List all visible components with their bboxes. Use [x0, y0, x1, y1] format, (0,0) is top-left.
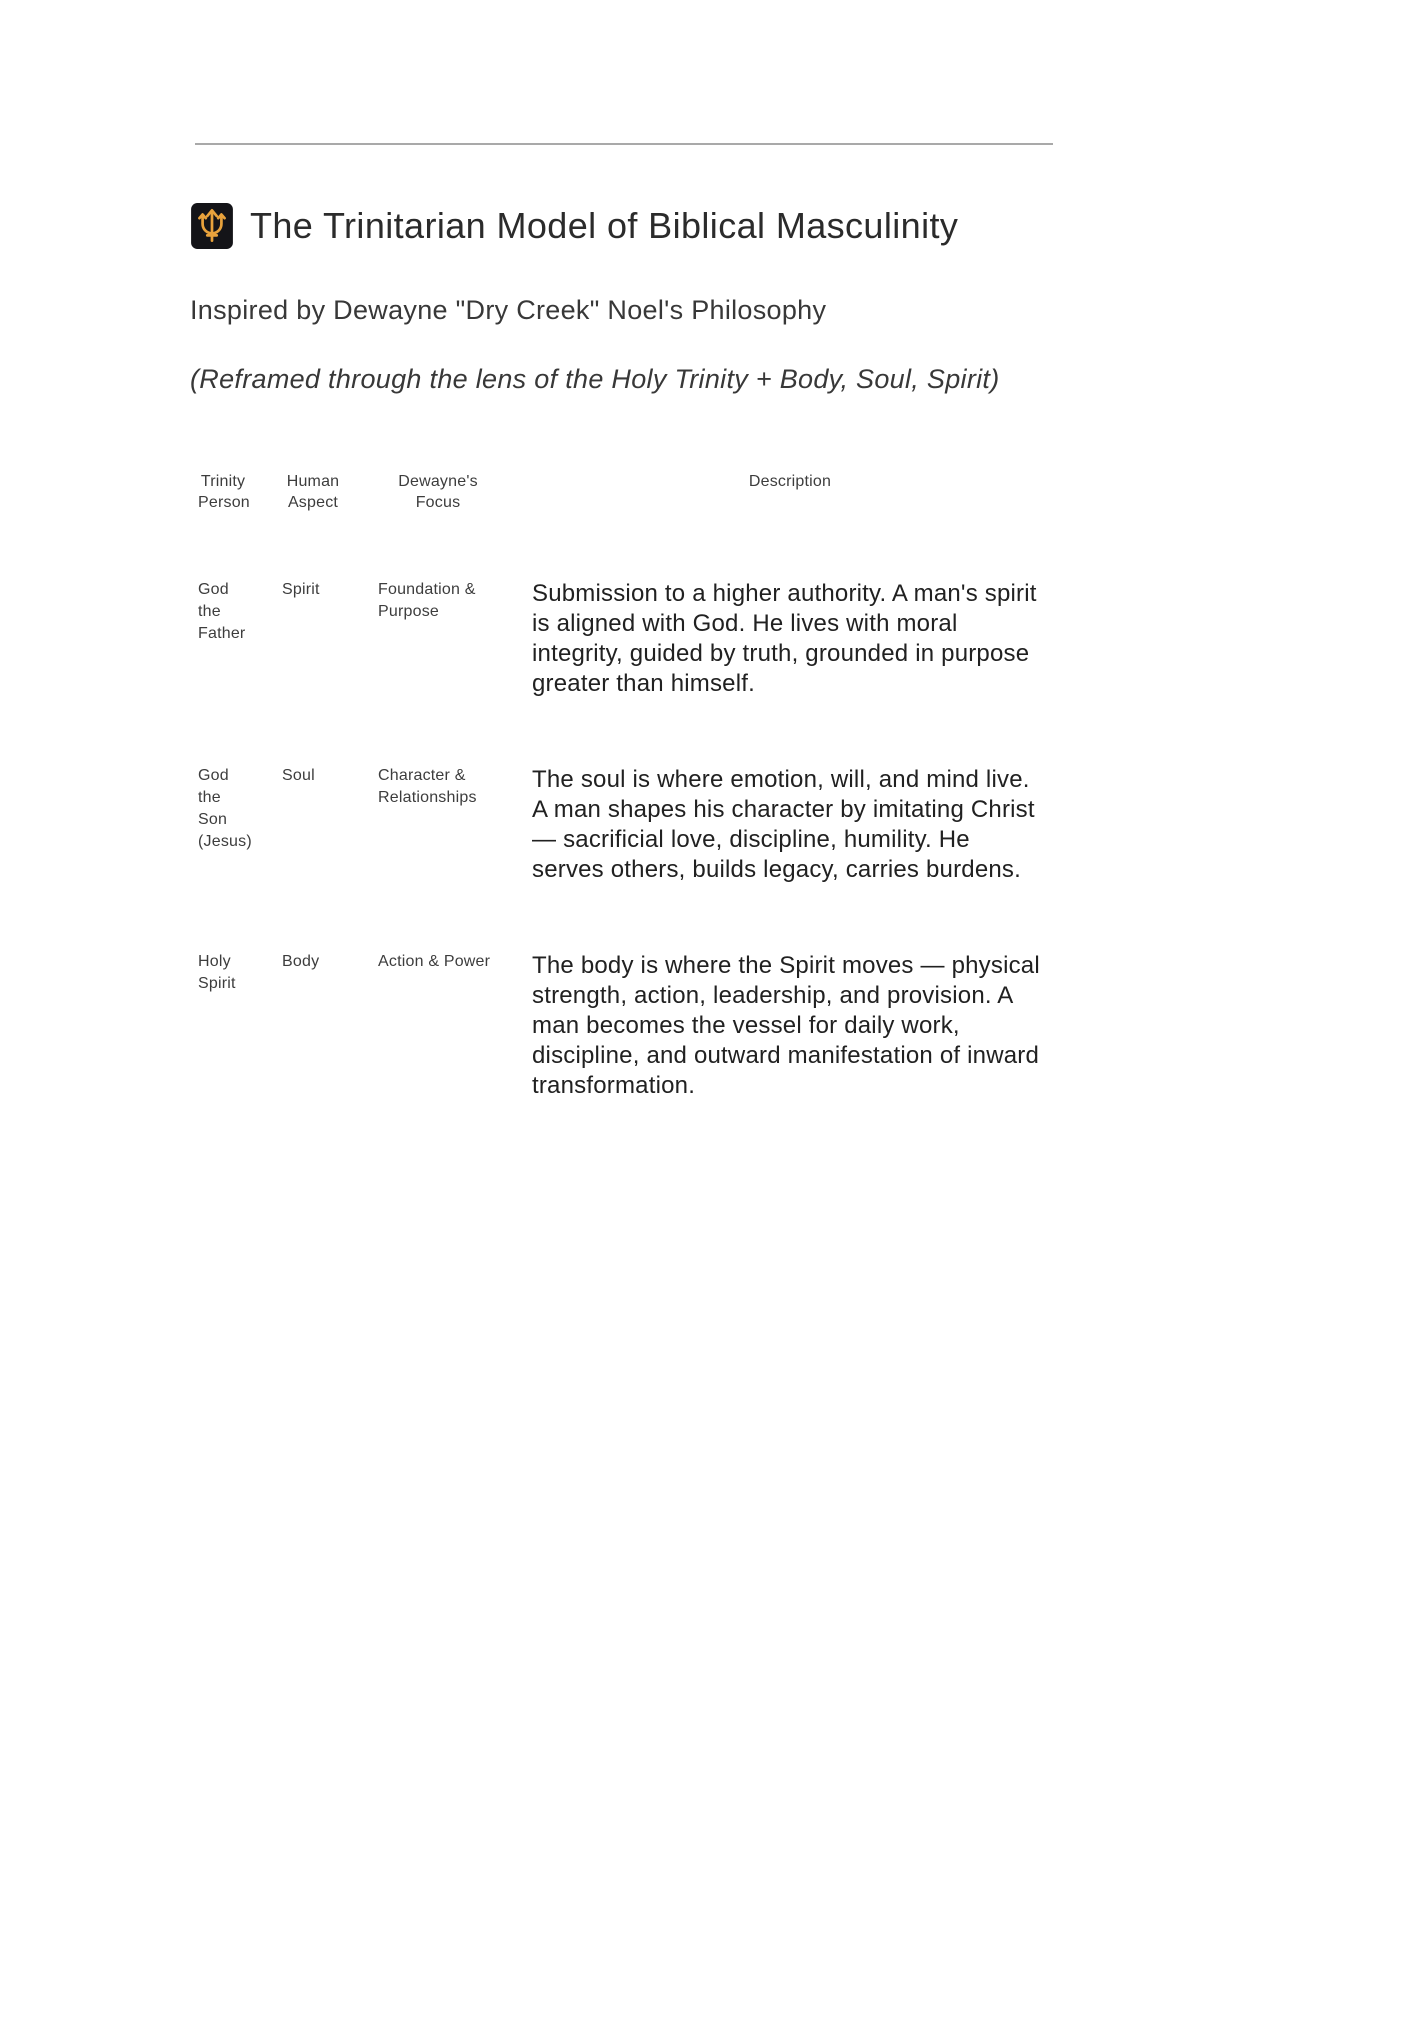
trident-icon: [190, 203, 234, 249]
cell-human-aspect: Soul: [282, 767, 315, 784]
document-page: [190, 0, 1048, 1101]
trinity-table: [190, 471, 1048, 1101]
col-header-description: Description: [748, 473, 832, 490]
cell-dewaynes-focus: Character & Relationships: [378, 767, 477, 806]
page-title: The Trinitarian Model of Biblical Masculinity: [250, 205, 959, 246]
cell-trinity-person: Holy Spirit: [198, 953, 236, 992]
cell-trinity-person: God the Son (Jesus): [198, 767, 252, 850]
cell-description: Submission to a higher authority. A man's spirit is aligned with God. He lives with moral integrity, guided by truth, grounded in purpose greater than himself.: [532, 580, 1037, 697]
cell-description: The body is where the Spirit moves — physical strength, action, leadership, and provision. A man becomes the vessel for daily work, discipline, and outward manifestation of inward transformation.: [532, 952, 1040, 1099]
col-header-trinity-person: Trinity Person: [198, 473, 250, 511]
title-row: [190, 203, 1048, 249]
col-header-human-aspect: Human Aspect: [286, 473, 340, 511]
top-divider: [195, 143, 1053, 145]
cell-human-aspect: Body: [282, 953, 320, 970]
cell-trinity-person: God the Father: [198, 581, 246, 642]
reframe-note: (Reframed through the lens of the Holy Trinity + Body, Soul, Spirit): [190, 364, 1000, 394]
cell-description: The soul is where emotion, will, and mind live. A man shapes his character by imitating Christ — sacrificial love, discipline, humility. He serves others, builds legacy, carries burdens.: [532, 766, 1035, 883]
cell-dewaynes-focus: Foundation & Purpose: [378, 581, 476, 620]
page-subtitle: Inspired by Dewayne "Dry Creek" Noel's Philosophy: [190, 295, 827, 325]
col-header-dewaynes-focus: Dewayne's Focus: [398, 473, 478, 511]
cell-human-aspect: Spirit: [282, 581, 320, 598]
cell-dewaynes-focus: Action & Power: [378, 953, 491, 970]
